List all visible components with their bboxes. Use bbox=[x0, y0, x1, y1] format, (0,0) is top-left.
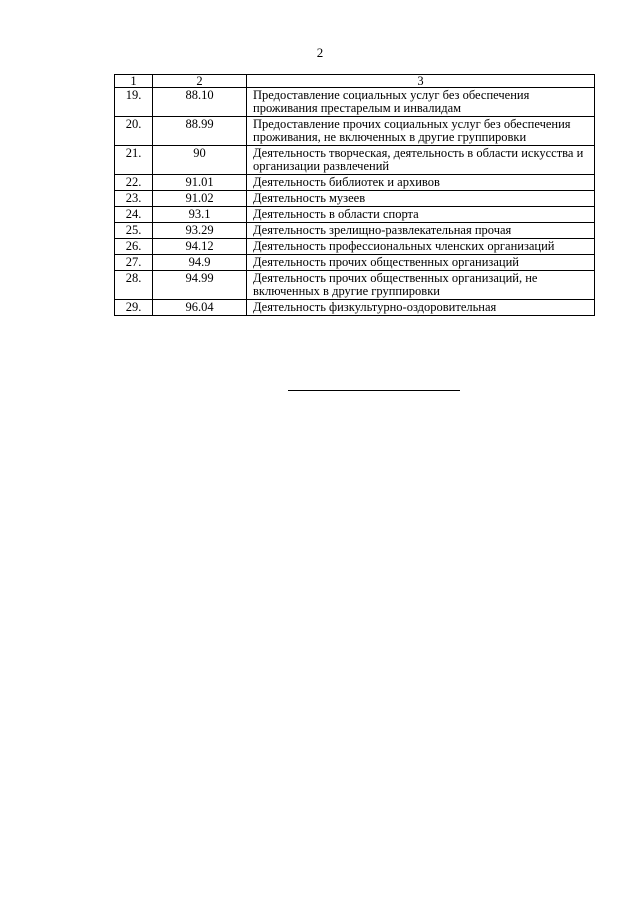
row-number: 21. bbox=[115, 146, 153, 175]
end-of-document-rule bbox=[288, 390, 460, 391]
header-col-2: 2 bbox=[153, 75, 247, 88]
table-row bbox=[115, 175, 595, 191]
table-row bbox=[115, 191, 595, 207]
header-col-3: 3 bbox=[247, 75, 595, 88]
table-row bbox=[115, 300, 595, 316]
row-number: 24. bbox=[115, 207, 153, 223]
table-row bbox=[115, 255, 595, 271]
activity-code: 88.99 bbox=[153, 117, 247, 146]
activity-description: Деятельность творческая, деятельность в области искусства и организации развлечений bbox=[247, 146, 595, 175]
row-number: 23. bbox=[115, 191, 153, 207]
activity-description: Предоставление социальных услуг без обеспечения проживания престарелым и инвалидам bbox=[247, 88, 595, 117]
header-col-1: 1 bbox=[115, 75, 153, 88]
activity-code: 93.1 bbox=[153, 207, 247, 223]
table-row bbox=[115, 146, 595, 175]
activity-code: 94.12 bbox=[153, 239, 247, 255]
activity-code: 91.01 bbox=[153, 175, 247, 191]
table-row bbox=[115, 239, 595, 255]
activity-code: 93.29 bbox=[153, 223, 247, 239]
page-number: 2 bbox=[316, 45, 324, 60]
row-number: 20. bbox=[115, 117, 153, 146]
row-number: 27. bbox=[115, 255, 153, 271]
activity-code: 88.10 bbox=[153, 88, 247, 117]
activity-description: Деятельность прочих общественных организаций bbox=[247, 255, 595, 271]
activity-description: Деятельность в области спорта bbox=[247, 207, 595, 223]
row-number: 29. bbox=[115, 300, 153, 316]
table-row bbox=[115, 271, 595, 300]
table-header-row bbox=[115, 75, 595, 88]
table-row bbox=[115, 117, 595, 146]
activity-code: 94.99 bbox=[153, 271, 247, 300]
activity-description: Деятельность библиотек и архивов bbox=[247, 175, 595, 191]
activity-codes-table bbox=[114, 74, 595, 316]
row-number: 25. bbox=[115, 223, 153, 239]
table-row bbox=[115, 207, 595, 223]
row-number: 28. bbox=[115, 271, 153, 300]
row-number: 26. bbox=[115, 239, 153, 255]
activity-code: 91.02 bbox=[153, 191, 247, 207]
row-number: 22. bbox=[115, 175, 153, 191]
activity-code: 96.04 bbox=[153, 300, 247, 316]
activity-description: Предоставление прочих социальных услуг без обеспечения проживания, не включенных в другие группировки bbox=[247, 117, 595, 146]
activity-description: Деятельность физкультурно-оздоровительная bbox=[247, 300, 595, 316]
activity-description: Деятельность музеев bbox=[247, 191, 595, 207]
activity-code: 94.9 bbox=[153, 255, 247, 271]
table-row bbox=[115, 88, 595, 117]
activity-description: Деятельность зрелищно-развлекательная прочая bbox=[247, 223, 595, 239]
activity-description: Деятельность прочих общественных организаций, не включенных в другие группировки bbox=[247, 271, 595, 300]
activity-code: 90 bbox=[153, 146, 247, 175]
table-row bbox=[115, 223, 595, 239]
row-number: 19. bbox=[115, 88, 153, 117]
activity-description: Деятельность профессиональных членских организаций bbox=[247, 239, 595, 255]
